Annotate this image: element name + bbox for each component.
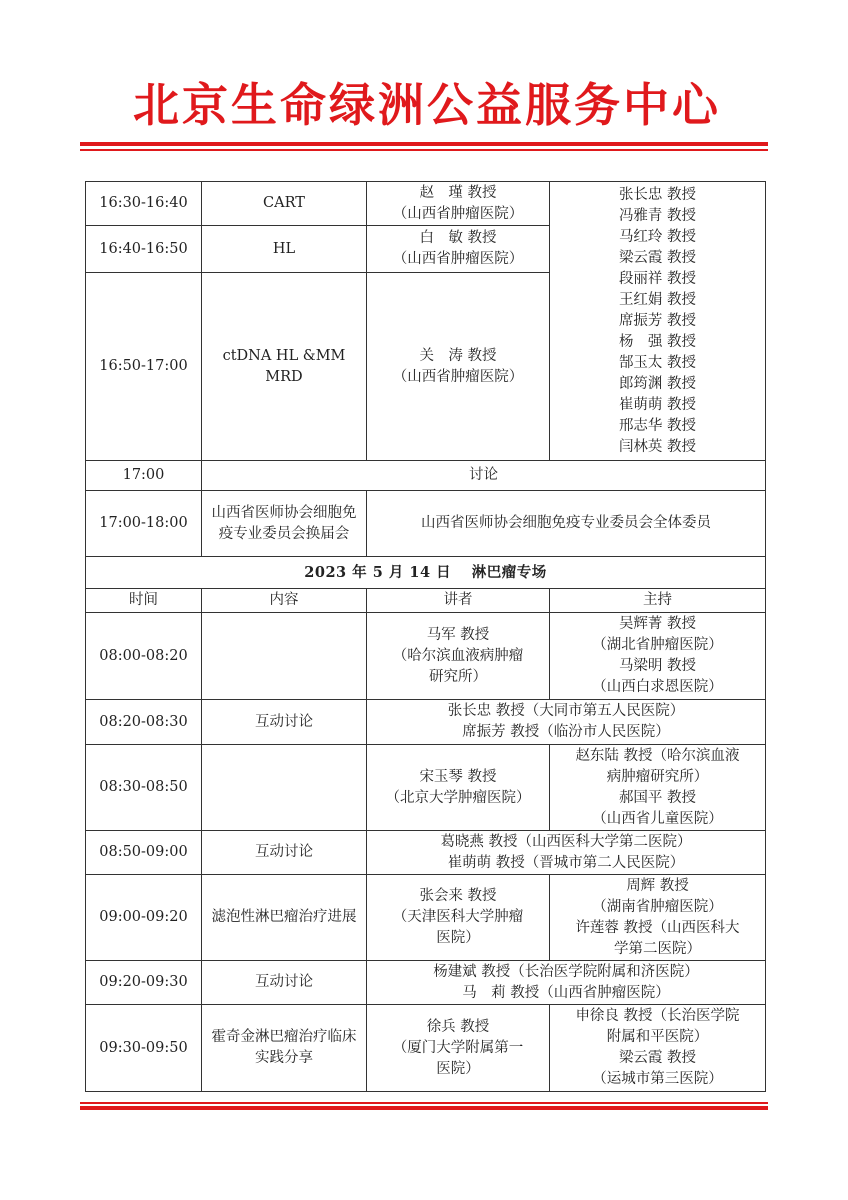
column-header: 时间 [86, 589, 202, 613]
speaker-affiliation: （北京大学肿瘤医院） [385, 789, 531, 806]
time-cell: 09:30-09:50 [86, 1005, 202, 1092]
host-name: 郝国平 教授 [618, 789, 697, 806]
content-cell [202, 613, 367, 700]
section-title: 2023 年 5 月 14 日 淋巴瘤专场 [86, 557, 766, 589]
host-name: 王红娟 教授 [618, 291, 697, 308]
speaker-affiliation: （山西省肿瘤医院） [392, 205, 524, 222]
host-name: 段丽祥 教授 [618, 270, 697, 287]
speaker-name: 关 涛 教授 [419, 347, 497, 364]
table-row [86, 613, 766, 700]
schedule-table [85, 181, 766, 1092]
footer-rule-thick [80, 1106, 768, 1110]
discussant: 杨建斌 教授（长治医学院附属和济医院） [433, 963, 699, 980]
host-name: 崔萌萌 教授 [618, 396, 697, 413]
host-affiliation: 附属和平医院） [606, 1029, 709, 1045]
host-name: 郎筠渊 教授 [618, 375, 697, 392]
speaker-cell [367, 613, 550, 700]
host-name: 邢志华 教授 [618, 417, 697, 434]
table-row [86, 831, 766, 875]
table-row [86, 875, 766, 961]
time-cell: 09:20-09:30 [86, 961, 202, 1005]
host-cell [550, 875, 766, 961]
header-rule-thin [80, 149, 768, 151]
header-rule-thick [80, 142, 768, 146]
discussion-cell [367, 700, 766, 745]
speaker-name: 马军 教授 [426, 626, 490, 643]
speaker-cell [367, 273, 550, 461]
content-text: 霍奇金淋巴瘤治疗临床实践分享 [211, 1029, 357, 1066]
discussion-cell [367, 961, 766, 1005]
host-name: 申徐良 教授（长治医学院 [575, 1008, 740, 1024]
host-name: 赵东陆 教授（哈尔滨血液 [575, 747, 740, 764]
content-cell [202, 491, 367, 557]
speaker-affiliation: 医院） [436, 1060, 480, 1077]
host-name: 杨 强 教授 [618, 333, 697, 350]
host-affiliation: （山西白求恩医院） [592, 679, 723, 695]
speaker-affiliation: 研究所） [429, 668, 487, 685]
column-header: 主持 [550, 589, 766, 613]
host-cell [550, 745, 766, 831]
table-row [86, 461, 766, 491]
host-affiliation: （运城市第三医院） [592, 1071, 723, 1087]
time-cell: 17:00 [86, 461, 202, 491]
time-cell: 16:40-16:50 [86, 226, 202, 273]
speaker-cell [367, 875, 550, 961]
speaker-cell [367, 182, 550, 226]
speaker-name: 徐兵 教授 [426, 1018, 490, 1035]
host-name: 郜玉太 教授 [618, 354, 697, 371]
content-cell: 互动讨论 [202, 831, 367, 875]
host-affiliation: （湖北省肿瘤医院） [592, 637, 723, 653]
table-row [86, 182, 766, 226]
host-cell [550, 1005, 766, 1092]
discussant: 马 莉 教授（山西省肿瘤医院） [462, 984, 670, 1001]
host-name: 马梁明 教授 [618, 658, 697, 674]
host-name: 梁云霞 教授 [618, 1050, 697, 1066]
speaker-cell [367, 226, 550, 273]
detail-cell: 山西省医师协会细胞免疫专业委员会全体委员 [367, 491, 766, 557]
content-text: 山西省医师协会细胞免疫专业委员会换届会 [211, 504, 357, 542]
time-cell: 09:00-09:20 [86, 875, 202, 961]
host-name: 张长忠 教授 [618, 186, 697, 203]
time-cell: 16:50-17:00 [86, 273, 202, 461]
host-affiliation: （山西省儿童医院） [592, 810, 723, 827]
content-cell: HL [202, 226, 367, 273]
content-cell [202, 1005, 367, 1092]
table-row [86, 491, 766, 557]
speaker-name: 赵 瑾 教授 [419, 184, 497, 201]
host-affiliation: 病肿瘤研究所） [606, 768, 709, 785]
host-name: 许莲蓉 教授（山西医科大 [575, 919, 740, 936]
host-name: 冯雅青 教授 [618, 207, 697, 224]
host-affiliation: （湖南省肿瘤医院） [592, 898, 723, 915]
host-cell [550, 613, 766, 700]
host-name: 席振芳 教授 [618, 312, 697, 329]
section-row [86, 557, 766, 589]
time-cell: 08:50-09:00 [86, 831, 202, 875]
speaker-affiliation: 医院） [436, 930, 480, 946]
discussant: 张长忠 教授（大同市第五人民医院） [447, 703, 685, 719]
content-cell: 互动讨论 [202, 700, 367, 745]
speaker-affiliation: （山西省肿瘤医院） [392, 368, 524, 385]
table-row [86, 700, 766, 745]
speaker-name: 张会来 教授 [419, 888, 497, 904]
content-cell: ctDNA HL &MM MRD [202, 273, 367, 461]
host-cell [550, 182, 766, 461]
time-cell: 08:00-08:20 [86, 613, 202, 700]
content-cell: 互动讨论 [202, 961, 367, 1005]
discussant: 葛晓燕 教授（山西医科大学第二医院） [440, 833, 692, 850]
discussant: 席振芳 教授（临汾市人民医院） [462, 724, 670, 740]
content-cell [202, 745, 367, 831]
speaker-cell [367, 1005, 550, 1092]
host-name: 闫林英 教授 [618, 438, 697, 455]
column-header: 内容 [202, 589, 367, 613]
content-cell [202, 875, 367, 961]
header-row [86, 589, 766, 613]
time-cell: 08:30-08:50 [86, 745, 202, 831]
host-affiliation: 学第二医院） [614, 940, 701, 957]
host-name: 吴辉菁 教授 [618, 616, 697, 632]
speaker-affiliation: （天津医科大学肿瘤 [392, 909, 524, 925]
speaker-affiliation: （哈尔滨血液病肿瘤 [392, 647, 524, 664]
host-name: 周辉 教授 [626, 877, 689, 894]
speaker-affiliation: （厦门大学附属第一 [392, 1039, 524, 1056]
content-text: 滤泡性淋巴瘤治疗进展 [211, 909, 357, 925]
discussion-cell: 讨论 [202, 461, 766, 491]
time-cell: 16:30-16:40 [86, 182, 202, 226]
discussant: 崔萌萌 教授（晋城市第二人民医院） [447, 854, 685, 871]
table-row [86, 745, 766, 831]
page-title: 北京生命绿洲公益服务中心 [133, 78, 721, 132]
speaker-name: 宋玉琴 教授 [419, 768, 497, 785]
speaker-name: 白 敏 教授 [419, 230, 497, 246]
column-header: 讲者 [367, 589, 550, 613]
time-cell: 17:00-18:00 [86, 491, 202, 557]
speaker-cell [367, 745, 550, 831]
table-row [86, 1005, 766, 1092]
host-name: 梁云霞 教授 [618, 249, 697, 266]
speaker-affiliation: （山西省肿瘤医院） [392, 251, 524, 267]
time-cell: 08:20-08:30 [86, 700, 202, 745]
table-row [86, 961, 766, 1005]
footer-rule-thin [80, 1102, 768, 1104]
host-name: 马红玲 教授 [618, 228, 697, 245]
discussion-cell [367, 831, 766, 875]
content-cell: CART [202, 182, 367, 226]
